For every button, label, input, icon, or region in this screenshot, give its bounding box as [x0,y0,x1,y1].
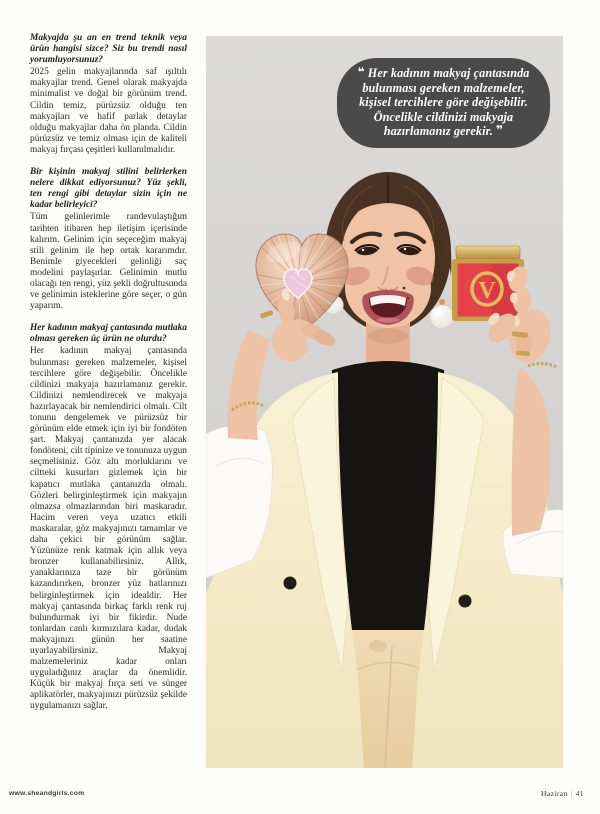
interview-question: Her kadının makyaj çantasında mutlaka olması gereken üç ürün ne olurdu? [30,323,187,345]
footer-month: Haziran [540,789,568,798]
pull-quote-text: Her kadının makyaj çantasında bulunması gereken malzemeler, kişisel tercihlere göre değişebilir. Öncelikle cildinizi makyaja hazırlamanız gerekir. [359,66,530,139]
beauty-mark [403,287,406,290]
footer-page-number: 41 [575,789,584,798]
lower-lip-sheen [377,317,399,322]
neck-shadow [368,328,408,344]
interview-question: Makyajda şu an en trend teknik veya ürün hangisi sizce? Siz bu trendi nasıl yorumluyorsunuz? [30,33,187,66]
interview-answer: 2025 gelin makyajlarında saf ışıltılı makyajlar trend. Genel olarak makyajda minimalist ve doğal bir görünüm trend. Cildin temiz, pürüzsüz olduğu ten makyajları ve hafif parlak detaylar olduğu makyajlar daha ön planda. Cildin pürüzsüz ve temiz olması için de kaliteli makyaj fırçası çeşitleri kullanılmalıdır. [30,67,187,155]
earring-stud [439,299,445,305]
open-quote-icon: ❝ [357,65,365,79]
qa-section [30,33,187,156]
pearl [430,305,454,329]
interview-question: Bir kişinin makyaj stilini belirlerken nelere dikkat ediyorsunuz? Yüz şekli, ten rengi gibi detaylar sizin için ne kadar belirleyici? [30,167,187,211]
blazer-button-right [459,595,472,608]
compact-mirror-hinge [456,246,520,259]
v-logo: V [478,278,496,304]
pants-waist-knot [369,640,387,652]
finger-nail [510,293,518,304]
pearl-highlight [435,309,441,315]
footer-site-url: www.sheandgirls.com [9,790,85,797]
close-quote-icon: ❞ [496,123,504,138]
beauty-mark [407,297,409,299]
footer-folio [541,789,584,798]
article-column [30,33,187,713]
interview-answer: Tüm gelinlerimle randevulaştığım tarihten itibaren hep iletişim içerisinde kalırım. Gelinim için seçeceğim makyaj stili gelinim ile hep ortak kararımdır. Benimle giyecekleri gelinliği saç modelini paylaşırlar. Gelinimin mutlu olacağı ten rengi, yüz şekli doğrultusunda ve gelinimin isteklerine göre seçer, o gün yaparım. [30,212,187,312]
interview-answer: Her kadının makyaj çantasında bulunması gereken malzemeler, kişisel tercihlere göre değişebilir. Öncelikle cildinizi makyaja hazırlamanız gerekir. Cildinizi nemlendirecek ve makyaja hazırlayacak bir nemlendirici olmalı. Cilt tonunu dengelemek ve pürüzsüz bir görünüm elde etmek için iyi bir fondöten şart. Makyaj çantanızda yer alacak fondöteni, cilt tipinize ve tonunuza uygun seçmelisiniz. Göz altı morluklarını ve ciltteki kusurları gizlemek için bir kapatıcı mutlaka çantanızda olmalı. Gözleri belirginleştirmek için makyajın olmazsa olmazlarından biri maskaradır. Hacim veren veya uzatıcı etkili maskaralar, göz makyajınızı tamamlar ve daha çekici bir görünüm sağlar. Yüzünüze renk katmak için allık veya bronzer kullanabilirsiniz. Allık, yanaklarınıza taze bir görünüm kazandırırken, bronzer yüz hatlarınızı belirginleştirmek için idealdir. Her makyaj çantasında birkaç farklı renk ruj bulundurmak iyi bir fikirdir. Nude tonlardan canlı kırmızılara kadar, dudak makyajınızı günün her saatine uyarlayabilirsiniz. Makyaj malzemeleriniz kadar onları uyguladığınız araçlar da önemlidir. Küçük bir makyaj fırça seti ve sünger aplikatörler, makyajınızı pürüzsüz şekilde uygulamanızı sağlar. [30,346,187,712]
qa-section [30,167,187,312]
editorial-photo [206,36,563,768]
left-eye-glint [362,249,364,251]
footer-divider: | [570,790,573,798]
pull-quote-bubble [337,58,550,148]
right-eye-glint [404,248,406,250]
qa-section [30,323,187,712]
blazer-button-left [284,577,297,590]
